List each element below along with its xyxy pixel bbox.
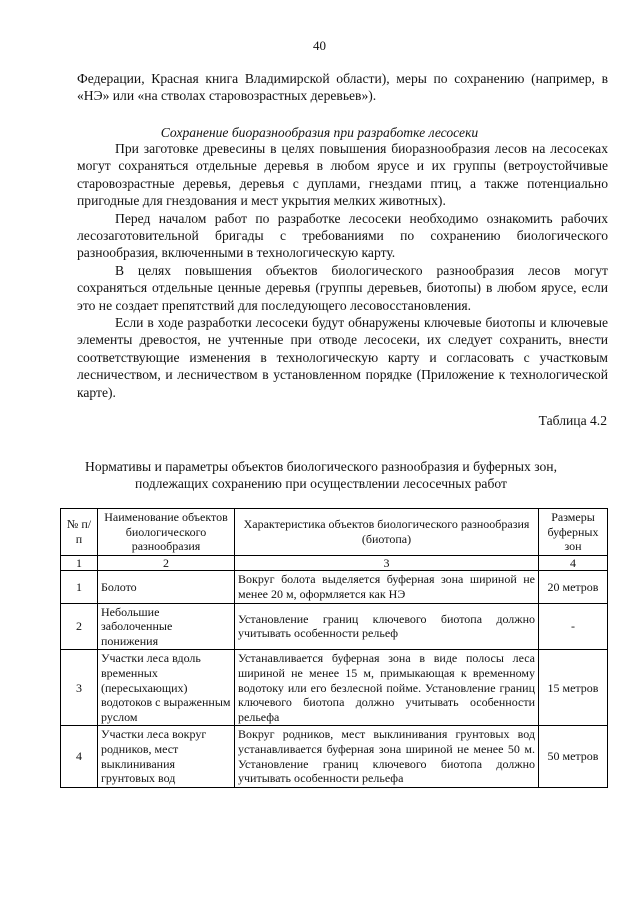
cell-buffer: 15 метров: [539, 650, 608, 726]
norms-table: [60, 508, 608, 788]
cell-num: 1: [61, 571, 98, 603]
cell-characteristic: Устанавливается буферная зона в виде полосы леса шириной не менее 15 м, примыкающая к временному водотоку или его безлесной пойме. Установление границ ключевого биотопа должно учитывать особенности рельефа: [235, 650, 539, 726]
cell-num: 3: [61, 650, 98, 726]
column-number: 3: [235, 555, 539, 571]
cell-name: Участки леса вдоль временных (пересыхающих) водотоков с выраженным руслом: [98, 650, 235, 726]
page-number: 40: [313, 38, 326, 53]
column-number: 2: [98, 555, 235, 571]
paragraph: Перед началом работ по разработке лесосеки необходимо ознакомить рабочих лесозаготовительной бригады с требованиями по сохранению биологического разнообразия, включенными в технологическую карту.: [77, 210, 608, 261]
column-number: 4: [539, 555, 608, 571]
paragraph: Если в ходе разработки лесосеки будут обнаружены ключевые биотопы и ключевые элементы древостоя, не учтенные при отводе лесосеки, их следует сохранить, внести соответствующие изменения в технологическую карту и согласовать с участковым лесничеством, и лесничеством в установленном порядке (Приложение к технологической карте).: [77, 315, 608, 400]
header-buffer: Размеры буферных зон: [539, 509, 608, 556]
paragraph: В целях повышения объектов биологического разнообразия лесов могут сохраняться отдельные ценные деревья (группы деревьев, биотопы) в любом ярусе, если это не создает препятствий для последующего лесовосстановления.: [77, 262, 608, 313]
column-number: 1: [61, 555, 98, 571]
cell-num: 4: [61, 726, 98, 787]
table-row: [61, 650, 608, 726]
table-row: [61, 726, 608, 787]
continuation-paragraph: [77, 70, 608, 105]
table-row: [61, 571, 608, 603]
header-characteristic: Характеристика объектов биологического разнообразия (биотопа): [235, 509, 539, 556]
paragraph: При заготовке древесины в целях повышения биоразнообразия лесов на лесосеках могут сохраняться отдельные деревья в любом ярусе и их группы (ветроустойчивые старовозрастные деревья, деревья с дуплами, гнездами птиц, а также потенциально пригодные для гнездования и мест укрытия мелких животных).: [77, 141, 608, 209]
continuation-text: Федерации, Красная книга Владимирской области), меры по сохранению (например, в «НЭ» или «на стволах старовозрастных деревьев»).: [77, 71, 608, 104]
header-name: Наименование объектов биологического разнообразия: [98, 509, 235, 556]
header-num: № п/п: [61, 509, 98, 556]
cell-buffer: -: [539, 603, 608, 650]
cell-name: Небольшие заболоченные понижения: [98, 603, 235, 650]
cell-name: Болото: [98, 571, 235, 603]
cell-num: 2: [61, 603, 98, 650]
column-number-row: [61, 555, 608, 571]
table-caption: Нормативы и параметры объектов биологического разнообразия и буферных зон, подлежащих сохранению при осуществлении лесосечных работ: [85, 459, 557, 492]
cell-characteristic: Вокруг болота выделяется буферная зона шириной не менее 20 м, оформляется как НЭ: [235, 571, 539, 603]
body-text: [77, 140, 608, 401]
cell-characteristic: Вокруг родников, мест выклинивания грунтовых вод устанавливается буферная зона шириной не менее 50 м. Установление границ ключевого биотопа должно учитывать особенности рельефа: [235, 726, 539, 787]
table-label: Таблица 4.2: [538, 413, 607, 428]
cell-characteristic: Установление границ ключевого биотопа должно учитывать особенности рельеф: [235, 603, 539, 650]
table-header-row: [61, 509, 608, 556]
cell-buffer: 50 метров: [539, 726, 608, 787]
cell-buffer: 20 метров: [539, 571, 608, 603]
table-row: [61, 603, 608, 650]
section-title: Сохранение биоразнообразия при разработке лесосеки: [160, 125, 479, 140]
cell-name: Участки леса вокруг родников, мест выклинивания грунтовых вод: [98, 726, 235, 787]
